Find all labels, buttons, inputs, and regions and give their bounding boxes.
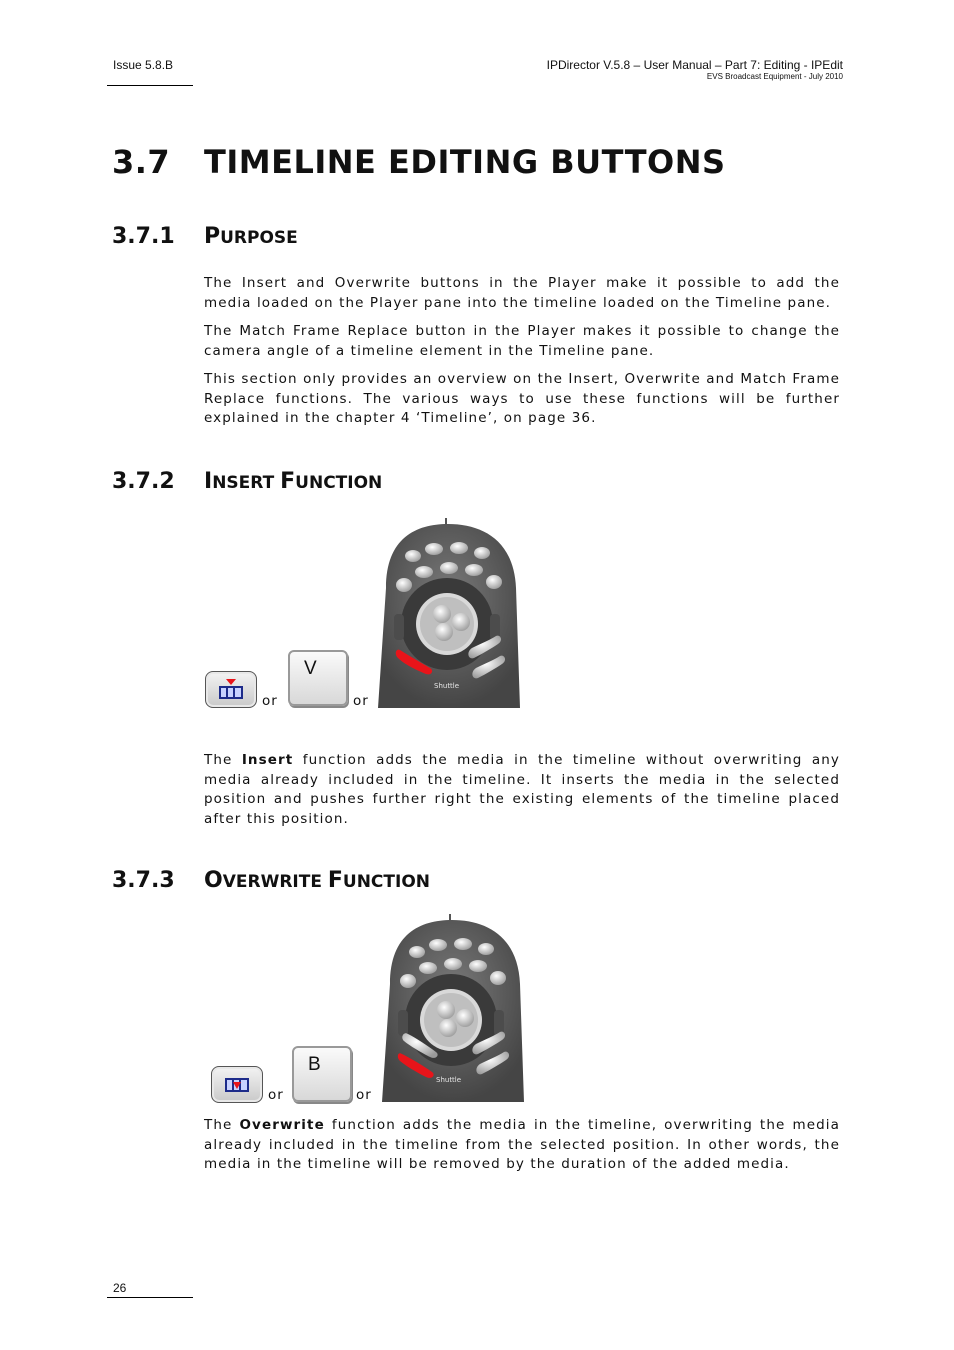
- overwrite-title-cap2: F: [327, 868, 343, 893]
- or-label: or: [356, 1087, 372, 1103]
- overwrite-title-rest1: VERWRITE: [222, 872, 328, 892]
- overwrite-desc-post: function adds the media in the timeline, overwriting the media already included in the timeline from the selected position. In other words, the media in the timeline will be removed by the duration of the added media.: [204, 1117, 840, 1172]
- insert-title-cap1: I: [204, 469, 213, 494]
- overwrite-desc-bold: Overwrite: [239, 1117, 325, 1133]
- header-rule: [107, 85, 193, 86]
- insert-desc-pre: The: [204, 752, 242, 768]
- overwrite-desc-pre: The: [204, 1117, 240, 1133]
- section-heading: [112, 143, 726, 181]
- key-label: B: [308, 1054, 321, 1075]
- overwrite-number: 3.7.3: [112, 868, 175, 893]
- insert-description: [204, 751, 840, 829]
- keyboard-key-b[interactable]: [292, 1046, 352, 1102]
- insert-title-rest1: NSERT: [212, 473, 281, 493]
- insert-number: 3.7.2: [112, 469, 175, 494]
- purpose-title-rest: URPOSE: [220, 228, 298, 248]
- insert-icon: [206, 672, 256, 707]
- issue-label: Issue 5.8.B: [113, 58, 174, 72]
- purpose-number: 3.7.1: [112, 224, 175, 249]
- insert-title-cap2: F: [280, 469, 296, 494]
- overwrite-button[interactable]: [211, 1066, 263, 1103]
- insert-desc-post: function adds the media in the timeline without overwriting any media already included in the timeline. It inserts the media in the selected position and pushes further right the existing elements of the timeline placed after this position.: [204, 752, 840, 827]
- purpose-paragraph-3: This section only provides an overview on the Insert, Overwrite and Match Frame Replace functions. The various ways to use these functions will be further explained in the chapter 4 ‘Timeline’, on page 36.: [204, 371, 840, 426]
- shuttle-controller-icon[interactable]: [380, 914, 526, 1102]
- insert-desc-bold: Insert: [241, 752, 294, 768]
- or-label: or: [262, 693, 278, 709]
- or-label: or: [268, 1087, 284, 1103]
- purpose-title-cap: P: [204, 224, 221, 249]
- key-label: V: [304, 658, 317, 679]
- insert-heading: [112, 469, 382, 494]
- purpose-heading: [112, 224, 298, 249]
- overwrite-heading: [112, 868, 430, 893]
- keyboard-key-v[interactable]: [288, 650, 348, 706]
- overwrite-description: [204, 1116, 840, 1175]
- section-number: 3.7: [112, 143, 171, 181]
- doc-title: IPDirector V.5.8 – User Manual – Part 7: Editing - IPEdit: [546, 58, 843, 72]
- overwrite-icon: [212, 1067, 262, 1102]
- or-label: or: [353, 693, 369, 709]
- purpose-paragraph-1: The Insert and Overwrite buttons in the Player make it possible to add the media loaded on the Player pane into the timeline loaded on the Timeline pane.: [204, 275, 840, 311]
- shuttle-brand: Shuttle: [436, 1076, 462, 1084]
- insert-title-rest2: UNCTION: [295, 473, 383, 493]
- insert-button[interactable]: [205, 671, 257, 708]
- footer-rule: [107, 1297, 193, 1298]
- overwrite-title-cap1: O: [204, 868, 223, 893]
- section-title: TIMELINE EDITING BUTTONS: [204, 143, 726, 181]
- page-number: 26: [113, 1281, 127, 1295]
- shuttle-controller-icon[interactable]: [376, 518, 522, 708]
- shuttle-brand: Shuttle: [434, 682, 460, 690]
- doc-subtitle: EVS Broadcast Equipment - July 2010: [706, 72, 843, 81]
- purpose-paragraph-2: The Match Frame Replace button in the Player makes it possible to change the camera angle of a timeline element in the Timeline pane.: [204, 323, 840, 359]
- overwrite-title-rest2: UNCTION: [342, 872, 430, 892]
- doc-header: [547, 58, 843, 82]
